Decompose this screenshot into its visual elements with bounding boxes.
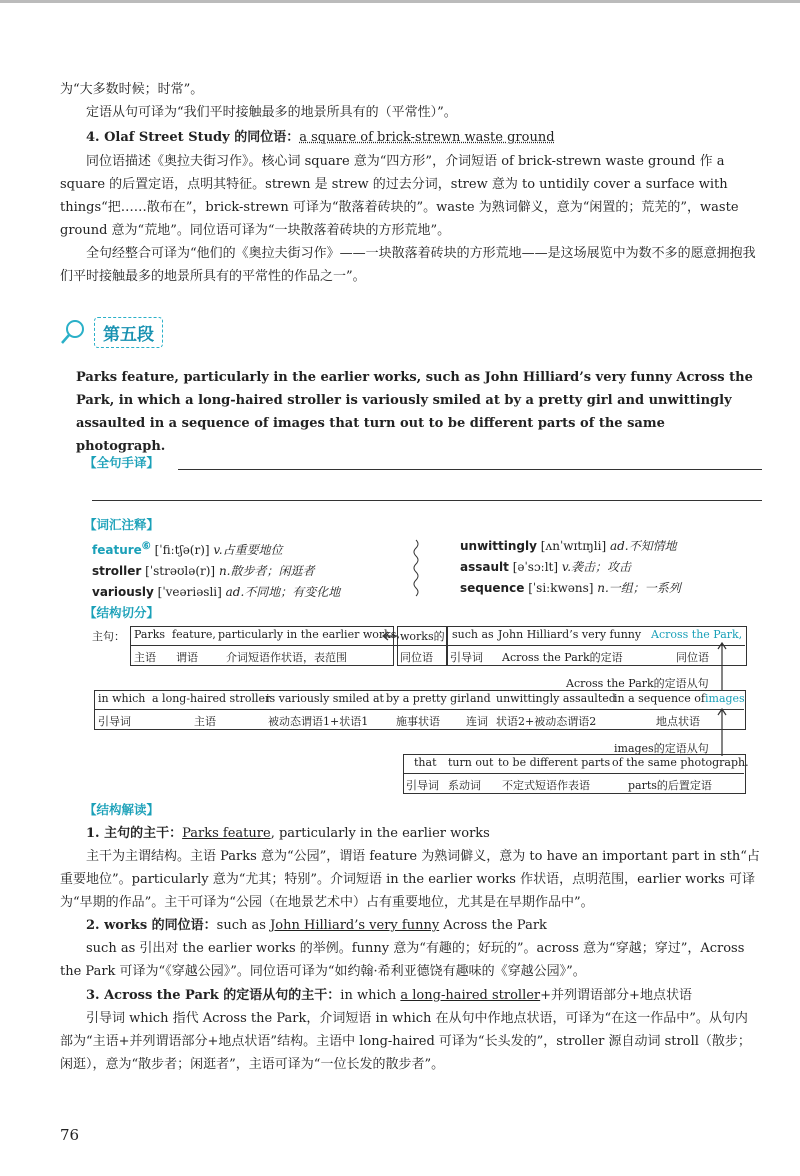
heading-phrase: Parks feature — [182, 826, 271, 841]
diagram-role: 同位语 — [676, 651, 709, 664]
diagram-role: parts的后置定语 — [628, 779, 712, 792]
divider-squiggle — [410, 538, 422, 600]
answer-line — [92, 500, 762, 501]
arrow-up-icon — [716, 706, 728, 758]
diagram-cell: to be different parts — [498, 756, 611, 769]
diagram-cell: such as — [452, 628, 494, 641]
heading-rest: , particularly in the earlier works — [270, 826, 490, 841]
analysis-heading-2 — [60, 914, 760, 937]
diagram-divider — [94, 709, 744, 710]
analysis-paragraph-3: 引导词 which 指代 Across the Park，介词短语 in which 在从句中作地点状语，可译为“在这一作品中”。从句内部为“主语+并列谓语部分+地点状语”结构。主语中 long-haired 可译为“长头发的”，stroller 源自动词 stroll（散步；闲逛），意为“散步者；闲逛者”，主语可译为“一位长发的散步者”。 — [60, 1011, 751, 1072]
diagram-role: 主语 — [194, 715, 216, 728]
diagram-cell: of the same photograph. — [612, 756, 749, 769]
vocab-word: stroller — [92, 564, 142, 578]
vocab-word: variously — [92, 585, 154, 599]
diagram-role: 引导词 — [406, 779, 439, 792]
diagram-cell: works的 — [400, 630, 445, 643]
heading-label: 2. works 的同位语： — [86, 918, 217, 933]
vocab-definition: v.占重要地位 — [213, 543, 283, 557]
vocab-definition: ad.不同地；有变化地 — [225, 585, 341, 599]
top-rule — [0, 0, 800, 3]
diagram-cell: particularly in the earlier works, — [218, 628, 400, 641]
heading-label: 3. Across the Park 的定语从句的主干： — [86, 988, 341, 1003]
arrow-left-icon — [380, 630, 400, 642]
diagram-cell: is variously smiled at — [266, 692, 384, 705]
diagram-cell: in a sequence of — [614, 692, 705, 705]
diagram-cell: a long-haired stroller — [152, 692, 271, 705]
diagram-role: 谓语 — [176, 651, 198, 664]
section-title: 第五段 — [94, 317, 163, 348]
diagram-cell: and — [470, 692, 491, 705]
vocab-item — [92, 582, 340, 603]
vocab-item — [92, 561, 340, 582]
diagram-role: 系动词 — [448, 779, 481, 792]
diagram-role: 引导词 — [450, 651, 483, 664]
section-header — [60, 312, 163, 352]
main-clause-label: 主句： — [92, 630, 125, 643]
olaf-paragraph: 同位语描述《奥拉夫街习作》。核心词 square 意为“四方形”，介词短语 of brick-strewn waste ground 作 a square 的后置定语，点明其特征。strewn 是 strew 的过去分词，strew 意为 to untidily cover a surface with things“把……散布在”，brick-strewn 可译为“散落着砖块的”。waste 为熟词僻义，意为“闲置的；荒芜的”，waste ground 意为“荒地”。同位语可译为“一块散落着砖块的方形荒地”。 — [60, 154, 739, 238]
olaf-heading-label: 4. Olaf Street Study 的同位语： — [86, 130, 300, 145]
vocab-label: 【词汇注释】 — [84, 517, 160, 532]
magnifier-icon — [60, 319, 86, 345]
diagram-divider — [130, 645, 745, 646]
analysis-heading-3 — [60, 984, 760, 1007]
diagram-role: 连词 — [466, 715, 488, 728]
vocab-definition: n.一组；一系列 — [597, 581, 681, 595]
translate-label: 【全句手译】 — [84, 455, 160, 470]
diagram-role: Across the Park的定语 — [502, 651, 623, 664]
vocab-phonetic: [ˈveəriəsli] — [157, 585, 222, 599]
analysis-label: 【结构解读】 — [84, 802, 160, 817]
heading-label: 1. 主句的主干： — [86, 826, 183, 841]
diagram-role: 施事状语 — [396, 715, 440, 728]
diagram-role: 不定式短语作表语 — [502, 779, 590, 792]
vocab-phonetic: [ʌnˈwɪtɪŋli] — [540, 539, 607, 553]
structure-label: 【结构切分】 — [84, 605, 160, 620]
vocab-phonetic: [ˈfiːtʃə(r)] — [154, 543, 210, 557]
vocab-word: feature — [92, 543, 142, 557]
relative-clause-label: Across the Park的定语从句 — [566, 677, 709, 690]
diagram-role: 主语 — [134, 651, 156, 664]
heading-phrase: a long-haired stroller — [400, 988, 541, 1003]
diagram-cell: turn out — [448, 756, 494, 769]
heading-rest: +并列谓语部分+地点状语 — [540, 988, 692, 1003]
diagram-cell: that — [414, 756, 437, 769]
text-line: 为“大多数时候；时常”。 — [60, 82, 204, 97]
heading-phrase: in which — [340, 988, 401, 1003]
diagram-cell: by a pretty girl — [386, 692, 470, 705]
arrow-up-icon — [716, 640, 728, 692]
diagram-role: 同位语 — [400, 651, 433, 664]
diagram-cell: John Hilliard’s very funny — [498, 628, 642, 641]
heading-rest: Across the Park — [439, 918, 547, 933]
vocab-definition: ad.不知情地 — [609, 539, 677, 553]
vocab-item — [460, 557, 681, 578]
diagram-cell: unwittingly assaulted — [496, 692, 616, 705]
page-number: 76 — [60, 1126, 80, 1144]
diagram-cell: feature, — [172, 628, 216, 641]
diagram-cell: Across the Park, — [651, 628, 743, 641]
paragraph-five: Parks feature, particularly in the earlier works, such as John Hilliard’s very funny Across the Park, in which a long-haired stroller is variously smiled at by a pretty girl and unwittingly assaulted in a sequence of images that turn out to be different parts of the same photograph. — [76, 370, 753, 454]
diagram-divider — [403, 773, 744, 774]
vocab-definition: n.散步者；闲逛者 — [218, 564, 315, 578]
vocab-item — [460, 536, 681, 557]
vocab-phonetic: [ˈsiːkwəns] — [528, 581, 594, 595]
relative-clause-label: images的定语从句 — [614, 742, 709, 755]
vocab-list-left — [92, 536, 340, 603]
diagram-role: 状语2+被动态谓语2 — [496, 715, 597, 728]
diagram-role: 地点状语 — [656, 715, 700, 728]
vocab-phonetic: [əˈsɔːlt] — [512, 560, 559, 574]
diagram-role: 被动态谓语1+状语1 — [268, 715, 369, 728]
diagram-cell: images — [705, 692, 745, 705]
heading-phrase: John Hilliard’s very funny — [270, 918, 440, 933]
olaf-heading-phrase: a square of brick-strewn waste ground — [299, 130, 555, 145]
diagram-cell: in which — [98, 692, 146, 705]
analysis-heading-1 — [60, 822, 760, 845]
diagram-role: 介词短语作状语，表范围 — [226, 651, 347, 664]
analysis-paragraph-2: such as 引出对 the earlier works 的举例。funny 意为“有趣的；好玩的”。across 意为“穿越；穿过”，Across the Park 可译为“《穿越公园》”。同位语可译为“如约翰·希利亚德饶有趣味的《穿越公园》”。 — [60, 941, 745, 979]
vocab-definition: v.袭击；攻击 — [561, 560, 632, 574]
diagram-role: 引导词 — [98, 715, 131, 728]
vocab-word: sequence — [460, 581, 525, 595]
vocab-item — [92, 536, 340, 561]
answer-line — [178, 469, 762, 470]
text-line: 定语从句可译为“我们平时接触最多的地景所具有的（平常性）”。 — [86, 105, 457, 120]
vocab-word: assault — [460, 560, 509, 574]
heading-phrase: such as — [216, 918, 271, 933]
vocab-item — [460, 578, 681, 599]
olaf-heading — [60, 126, 760, 149]
diagram-cell: Parks — [134, 628, 166, 641]
vocab-phonetic: [ˈstrəʊlə(r)] — [145, 564, 216, 578]
vocab-mark: ⑥ — [141, 541, 151, 552]
olaf-summary: 全句经整合可译为“他们的《奥拉夫街习作》——一块散落着砖块的方形荒地——是这场展览中为数不多的愿意拥抱我们平时接触最多的地景所具有的平常性的作品之一”。 — [60, 246, 756, 284]
vocab-word: unwittingly — [460, 539, 537, 553]
analysis-paragraph-1: 主干为主谓结构。主语 Parks 意为“公园”，谓语 feature 为熟词僻义，意为 to have an important part in sth“占重要地位”。particularly 意为“尤其；特别”。介词短语 in the earlier works 作状语，点明范围，earlier works 可译为“早期的作品”。主干可译为“公园（在地景艺术中）占有重要地位，尤其是在早期作品中”。 — [60, 849, 760, 910]
vocab-list-right — [460, 536, 681, 599]
